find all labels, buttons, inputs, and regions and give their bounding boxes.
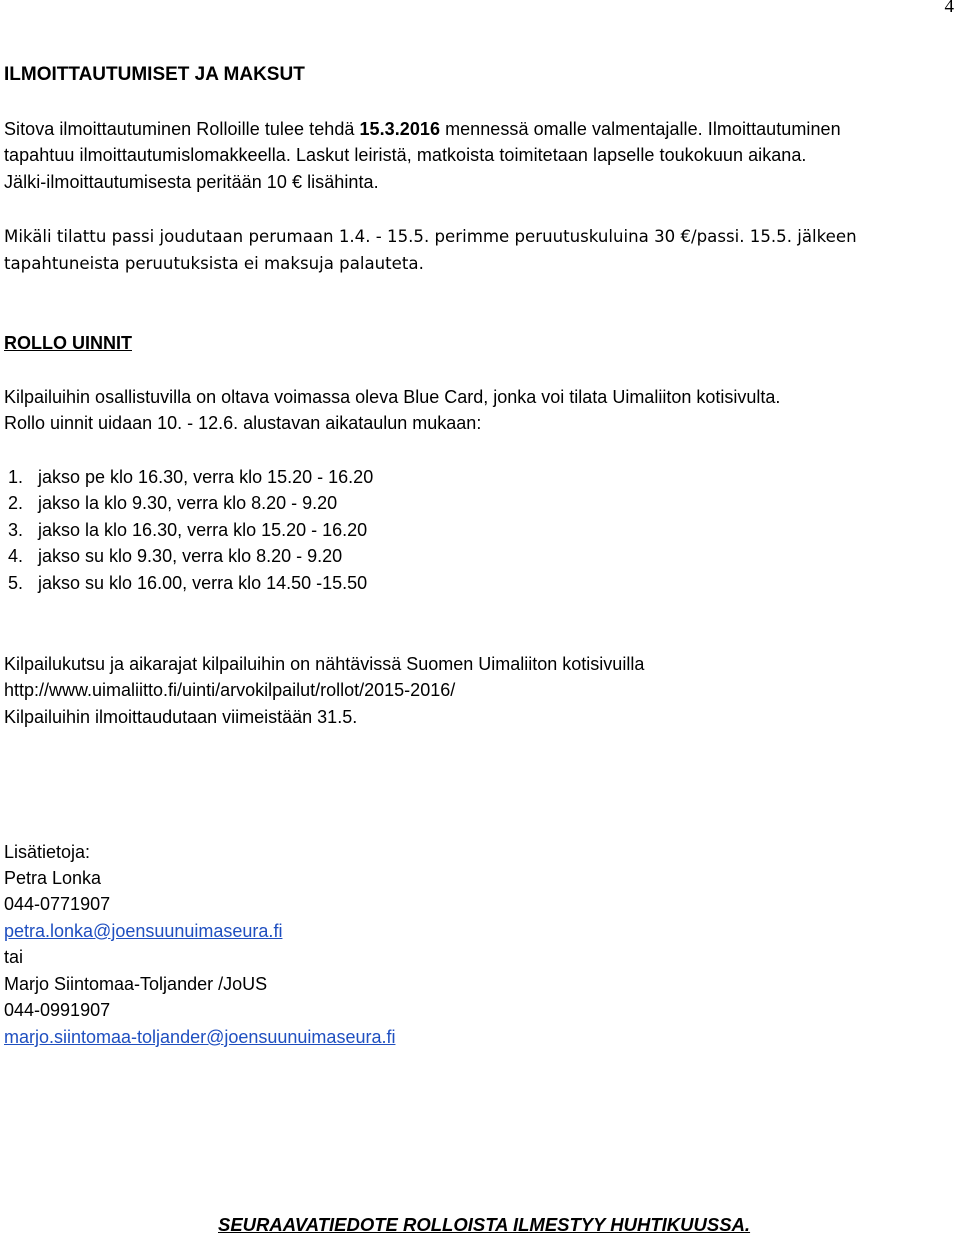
contacts-label: Lisätietoja: [4,842,91,862]
contact-2-email-link[interactable]: marjo.siintomaa-toljander@joensuunuimaseura.fi [4,1027,396,1047]
schedule-item-number: 3. [8,520,24,540]
blue-card-text: Kilpailuihin osallistuvilla on oltava voimassa oleva Blue Card, jonka voi tilata Uimaliiton kotisivulta. [4,387,781,407]
registration-text-post: mennessä omalle valmentajalle. Ilmoittautuminen [440,119,841,139]
page-number: 4 [944,0,954,17]
footer-notice: SEURAAVATIEDOTE ROLLOISTA ILMESTYY HUHTIKUUSSA. [218,1214,751,1235]
registration-deadline-text: Kilpailuihin ilmoittaudutaan viimeistään 31.5. [4,707,358,727]
schedule-item [8,520,367,541]
registration-text-pre: Sitova ilmoittautuminen Rolloille tulee tehdä [4,119,360,139]
schedule-item [8,546,342,567]
contact-2-phone: 044-0991907 [4,1000,111,1020]
schedule-item [8,573,367,594]
schedule-intro: Rollo uinnit uidaan 10. - 12.6. alustavan aikataulun mukaan: [4,413,482,433]
registration-text-line-3: Jälki-ilmoittautumisesta peritään 10 € lisähinta. [4,172,379,192]
registration-text-line-1 [4,119,841,140]
section-title-rollo: ROLLO UINNIT [4,333,132,353]
schedule-item-text: jakso su klo 16.00, verra klo 14.50 -15.50 [38,573,368,593]
schedule-item [8,493,337,514]
schedule-item-text: jakso la klo 16.30, verra klo 15.20 - 16.20 [38,520,368,540]
uimaliitto-url[interactable]: http://www.uimaliitto.fi/uinti/arvokilpailut/rollot/2015-2016/ [4,680,456,700]
cancellation-text-line-1: Mikäli tilattu passi joudutaan perumaan 1.4. - 15.5. perimme peruutuskuluina 30 €/passi. 15.5. jälkeen [4,227,857,246]
schedule-item-text: jakso la klo 9.30, verra klo 8.20 - 9.20 [38,493,338,513]
schedule-item-number: 5. [8,573,24,593]
section-title-registration: ILMOITTAUTUMISET JA MAKSUT [4,64,305,85]
schedule-item-number: 4. [8,546,24,566]
contact-1-name: Petra Lonka [4,868,102,888]
schedule-item-text: jakso pe klo 16.30, verra klo 15.20 - 16.20 [38,467,374,487]
schedule-item [8,467,373,488]
contact-1-email-link[interactable]: petra.lonka@joensuunuimaseura.fi [4,921,283,941]
invitation-text: Kilpailukutsu ja aikarajat kilpailuihin on nähtävissä Suomen Uimaliiton kotisivuilla [4,654,645,674]
schedule-item-text: jakso su klo 9.30, verra klo 8.20 - 9.20 [38,546,343,566]
contact-1-phone: 044-0771907 [4,894,111,914]
cancellation-text-line-2: tapahtuneista peruutuksista ei maksuja palauteta. [4,254,424,273]
contacts-or: tai [4,947,24,967]
schedule-item-number: 1. [8,467,24,487]
registration-deadline: 15.3.2016 [359,119,441,139]
contact-2-name: Marjo Siintomaa-Toljander /JoUS [4,974,268,994]
registration-text-line-2: tapahtuu ilmoittautumislomakkeella. Laskut leiristä, matkoista toimitetaan lapselle toukokuun aikana. [4,145,807,165]
schedule-item-number: 2. [8,493,24,513]
